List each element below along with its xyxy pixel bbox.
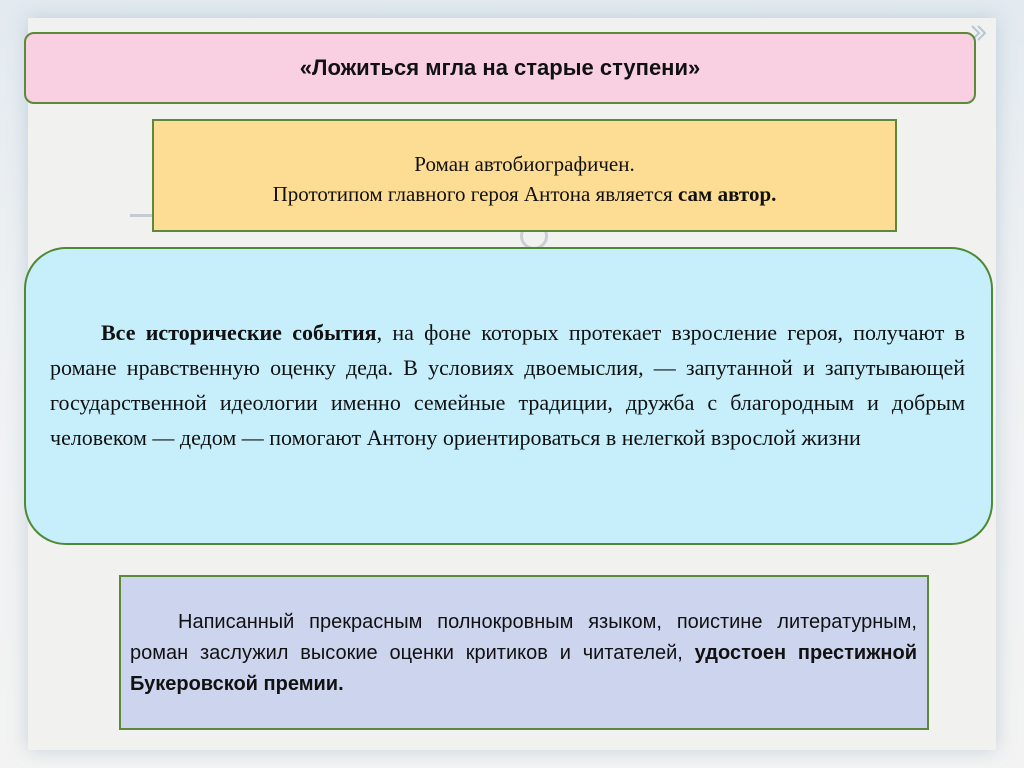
history-paragraph [50,315,965,455]
history-bold: Все исторические события [101,320,377,345]
history-box [24,247,993,545]
award-text: Написанный прекрасным полнокровным языком, поистине литературным, роман заслужил высокие оценки критиков и читателей, [130,611,917,664]
autobiography-line-2-text: Прототипом главного героя Антона является [272,182,678,206]
autobiography-box [152,119,897,232]
title-banner [24,32,976,104]
award-paragraph [130,607,917,700]
history-text: , на фоне которых протекает взросление героя, получают в романе нравственную оценку деда. В условиях двоемыслия, — запутанной и запутывающей государственной идеологии именно семейные традиции, дружба с благородным и добрым человеком — дедом — помогают Антону ориентироваться в нелегкой взрослой жизни [50,320,965,450]
slide-title: «Ложиться мгла на старые ступени» [299,55,701,80]
autobiography-line-2-bold: сам автор. [677,182,777,206]
award-bold: удостоен престижной Букеровской премии. [130,642,917,695]
autobiography-line-1: Роман автобиографичен. [414,152,635,176]
award-box [119,575,929,730]
autobiography-line-2 [154,179,895,209]
